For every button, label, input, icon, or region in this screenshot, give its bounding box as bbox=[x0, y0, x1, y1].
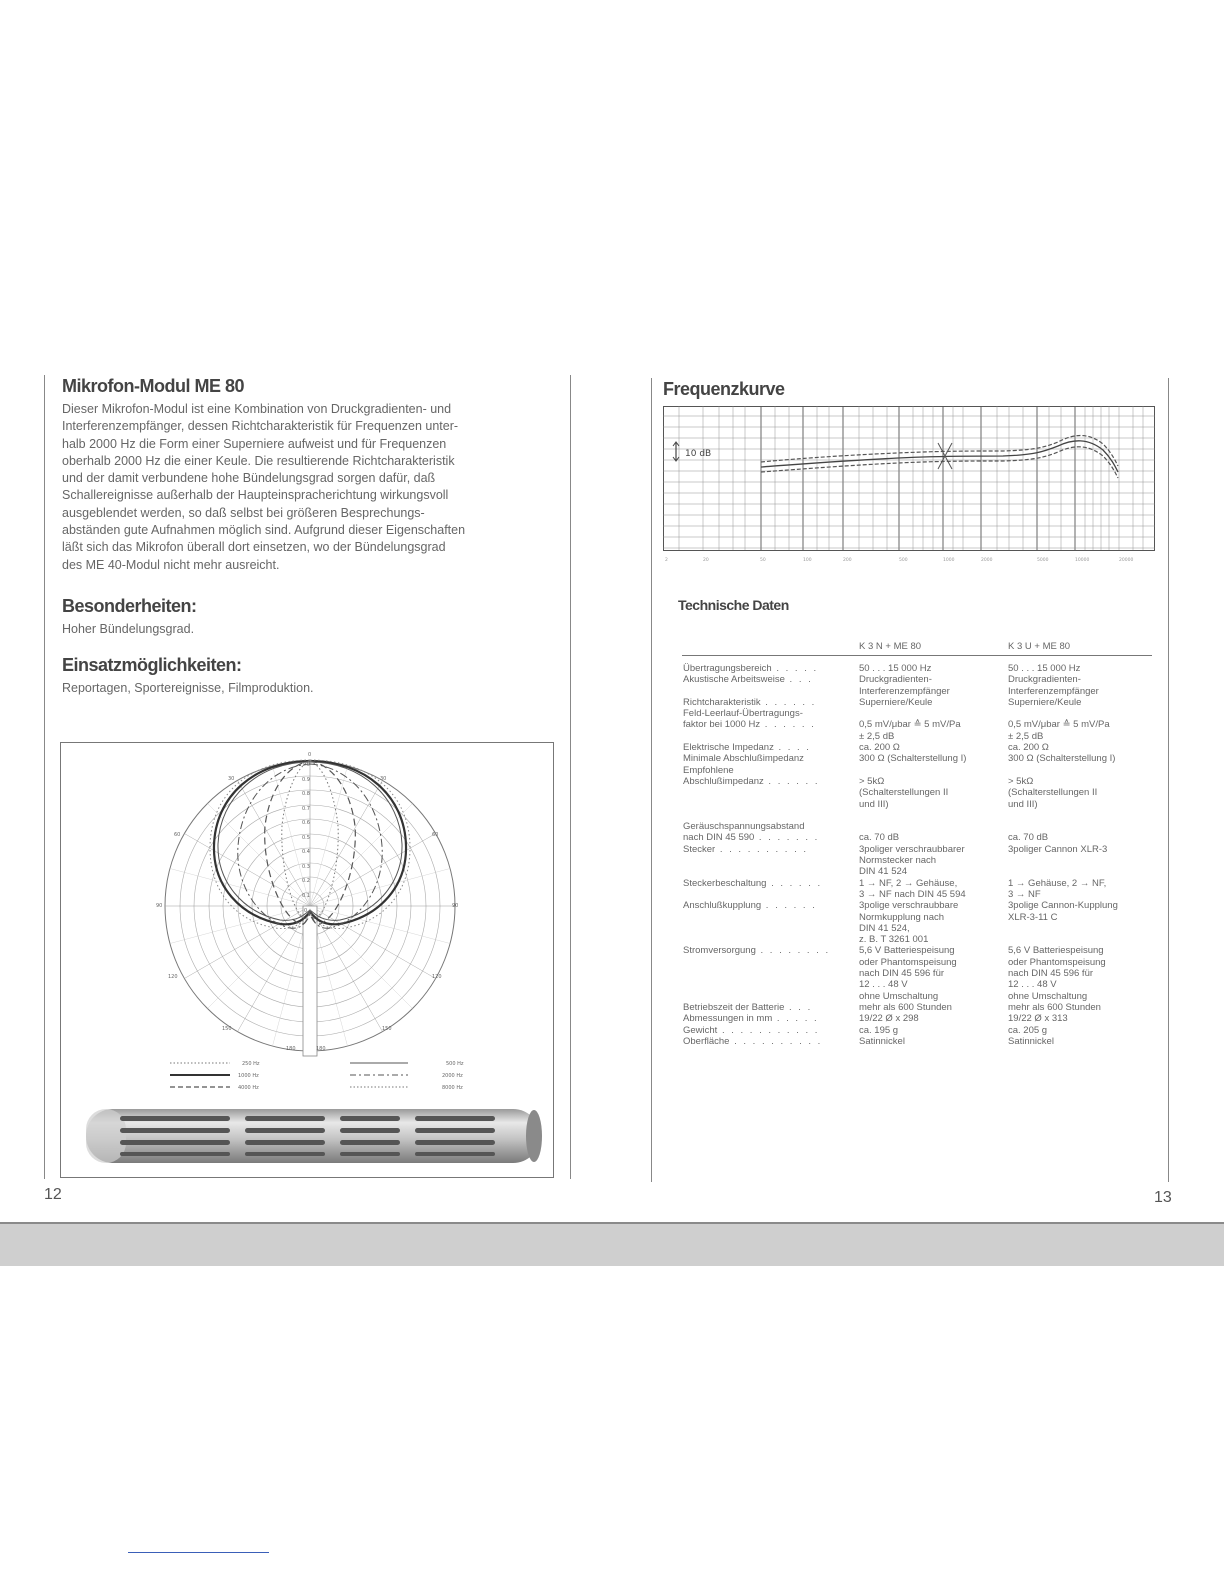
spec-value-k3u bbox=[1008, 934, 1158, 945]
spec-value-k3u: 300 Ω (Schalterstellung I) bbox=[1008, 753, 1116, 765]
freq-tick: 20000 bbox=[1119, 558, 1134, 563]
scale-indicator bbox=[673, 442, 711, 461]
uses-heading: Einsatzmöglichkeiten: bbox=[62, 655, 242, 675]
angle-label-150-right: 150 bbox=[382, 1026, 392, 1032]
spec-value-k3n: 50 . . . 15 000 Hz bbox=[859, 663, 932, 674]
spec-value-k3u: mehr als 600 Stunden bbox=[1008, 1001, 1101, 1013]
spec-value-k3n: 3 → NF nach DIN 45 594 bbox=[859, 888, 966, 900]
column-header-k3u: K 3 U + ME 80 bbox=[1008, 641, 1071, 652]
freq-tick: 2 bbox=[665, 558, 668, 563]
spec-row bbox=[683, 934, 1158, 945]
spec-label bbox=[683, 889, 859, 900]
spec-leader-dots: . . . bbox=[784, 674, 813, 686]
right-page-left-line bbox=[651, 378, 652, 1182]
spec-row bbox=[683, 844, 1158, 855]
intro-line: halb 2000 Hz die Form einer Superniere aufweist und für Frequenzen bbox=[62, 436, 447, 451]
spec-leader-dots: . . . . . . . . . . . bbox=[717, 1024, 820, 1036]
legend-500hz: 500 Hz bbox=[446, 1061, 464, 1067]
spec-row bbox=[683, 968, 1158, 979]
spec-value-k3n: 19/22 Ø x 298 bbox=[859, 1013, 919, 1025]
spec-value-k3n: Druckgradienten- bbox=[859, 674, 932, 686]
legend-2000hz: 2000 Hz bbox=[442, 1073, 463, 1079]
spec-label bbox=[683, 1025, 859, 1036]
intro-paragraph bbox=[62, 401, 562, 574]
spec-value-k3u bbox=[1008, 708, 1158, 719]
spec-value-k3n bbox=[859, 708, 1008, 719]
spec-value-k3n: 3poliger verschraubbarer bbox=[859, 843, 965, 855]
spec-label bbox=[683, 799, 859, 810]
spec-value-k3n: ± 2,5 dB bbox=[859, 730, 895, 742]
spec-leader-dots: . . . . . . bbox=[760, 696, 817, 708]
page-number-left: 12 bbox=[44, 1186, 62, 1203]
angle-label-120-right: 120 bbox=[432, 974, 442, 980]
freq-tick: 50 bbox=[760, 558, 766, 563]
spec-value-k3n: Superniere/Keule bbox=[859, 696, 933, 708]
spec-value-k3u: Satinnickel bbox=[1008, 1035, 1054, 1047]
spec-value-k3n: Normkupplung nach bbox=[859, 911, 945, 923]
chart-grid bbox=[663, 406, 1155, 551]
spec-value-k3u: > 5kΩ bbox=[1008, 775, 1034, 787]
spec-row bbox=[683, 1036, 1158, 1047]
spec-value-k3u: 0,5 mV/μbar ≙ 5 mV/Pa bbox=[1008, 719, 1110, 731]
angle-label-180-left: 180 bbox=[286, 1046, 296, 1052]
intro-line: und der damit verbundene hohe Bündelungsgrad sorgen dafür, daß bbox=[62, 471, 436, 486]
spec-label bbox=[683, 968, 859, 979]
spec-label bbox=[683, 765, 859, 776]
spec-value-k3n: 1 → NF, 2 → Gehäuse, bbox=[859, 877, 958, 889]
spec-row bbox=[683, 957, 1158, 968]
spec-label-text: Abschlußimpedanz bbox=[683, 775, 764, 787]
spec-value-k3u: 50 . . . 15 000 Hz bbox=[1008, 663, 1081, 674]
scale-label: 10 dB bbox=[685, 449, 712, 459]
spec-value-k3u: 3 → NF bbox=[1008, 888, 1041, 900]
spec-label bbox=[683, 787, 859, 798]
spec-label bbox=[683, 991, 859, 1002]
spec-row bbox=[683, 697, 1158, 708]
intro-line: oberhalb 2000 Hz die einer Keule. Die resultierende Richtcharakteristik bbox=[62, 453, 455, 468]
spec-label bbox=[683, 776, 859, 787]
spec-label-text: Geräuschspannungsabstand bbox=[683, 821, 805, 833]
freq-tick: 20 bbox=[703, 558, 709, 563]
spec-label bbox=[683, 923, 859, 934]
uses-text: Reportagen, Sportereignisse, Filmproduktion. bbox=[62, 681, 314, 695]
spec-row bbox=[683, 708, 1158, 719]
intro-line: abständen gute Aufnahmen möglich sind. Aufgrund dieser Eigenschaften bbox=[62, 523, 466, 538]
spec-row bbox=[683, 731, 1158, 742]
spec-label bbox=[683, 878, 859, 889]
freq-tick: 1000 bbox=[943, 558, 955, 563]
spec-label bbox=[683, 753, 859, 764]
spec-leader-dots: . . . . . . bbox=[763, 775, 820, 787]
spec-value-k3u: 12 . . . 48 V bbox=[1008, 979, 1057, 991]
spec-value-k3n: ca. 200 Ω bbox=[859, 742, 900, 754]
spec-label bbox=[683, 1036, 859, 1047]
angle-label-90-left: 90 bbox=[156, 903, 163, 909]
spec-leader-dots: . . . . . . bbox=[766, 877, 823, 889]
column-header-k3n: K 3 N + ME 80 bbox=[859, 641, 922, 652]
spec-row bbox=[683, 810, 1158, 821]
spec-label-text: Oberfläche bbox=[683, 1035, 730, 1047]
spec-row bbox=[683, 753, 1158, 764]
spec-value-k3u: Interferenzempfänger bbox=[1008, 685, 1099, 697]
spec-value-k3u: Druckgradienten- bbox=[1008, 674, 1081, 686]
radial-label: 0.5 bbox=[302, 835, 310, 841]
angle-label-0: 0 bbox=[308, 752, 312, 758]
spec-value-k3n: und III) bbox=[859, 798, 889, 810]
spec-value-k3n: oder Phantomspeisung bbox=[859, 956, 957, 968]
angle-label-150-left: 150 bbox=[222, 1026, 232, 1032]
spec-row bbox=[683, 832, 1158, 843]
spec-value-k3u: 1 → Gehäuse, 2 → NF, bbox=[1008, 877, 1107, 889]
spec-label bbox=[683, 663, 859, 674]
spec-row bbox=[683, 855, 1158, 866]
spec-row bbox=[683, 979, 1158, 990]
spec-value-k3n: 300 Ω (Schalterstellung I) bbox=[859, 753, 967, 765]
legend-1000hz: 1000 Hz bbox=[238, 1073, 259, 1079]
spec-value-k3u bbox=[1008, 810, 1158, 821]
spec-row bbox=[683, 1025, 1158, 1036]
spec-value-k3n: ca. 195 g bbox=[859, 1024, 899, 1036]
spec-value-k3u: ca. 70 dB bbox=[1008, 832, 1049, 844]
spec-row bbox=[683, 776, 1158, 787]
spec-value-k3u: ca. 205 g bbox=[1008, 1024, 1048, 1036]
intro-line: des ME 40-Modul nicht mehr ausreicht. bbox=[62, 557, 280, 572]
spec-value-k3u: oder Phantomspeisung bbox=[1008, 956, 1106, 968]
freq-tick: 200 bbox=[843, 558, 852, 563]
scan-band bbox=[0, 1224, 1224, 1266]
spec-row bbox=[683, 1002, 1158, 1013]
spec-value-k3u: ± 2,5 dB bbox=[1008, 730, 1044, 742]
spec-value-k3n: Interferenzempfänger bbox=[859, 685, 950, 697]
spec-value-k3u: Superniere/Keule bbox=[1008, 696, 1082, 708]
spec-row bbox=[683, 742, 1158, 753]
spec-value-k3u: (Schalterstellungen II bbox=[1008, 787, 1098, 799]
angle-label-60-left: 60 bbox=[174, 832, 181, 838]
radial-label: 0.3 bbox=[302, 864, 310, 870]
spec-row bbox=[683, 878, 1158, 889]
spec-label bbox=[683, 674, 859, 685]
spec-label-text: Stecker bbox=[683, 843, 716, 855]
intro-line: läßt sich das Mikrofon überall dort einsetzen, wo der Bündelungsgrad bbox=[62, 540, 446, 555]
intro-line: Interferenzempfänger, dessen Richtcharakteristik für Frequenzen unter- bbox=[62, 419, 459, 434]
spec-value-k3u: 3polige Cannon-Kupplung bbox=[1008, 900, 1118, 912]
spec-label bbox=[683, 810, 859, 821]
spec-row bbox=[683, 923, 1158, 934]
intro-line: Dieser Mikrofon-Modul ist eine Kombination von Druckgradienten- und bbox=[62, 402, 452, 416]
spec-leader-dots: . . . . . bbox=[772, 1013, 819, 1025]
spec-value-k3u bbox=[1008, 866, 1158, 877]
freq-tick: 5000 bbox=[1037, 558, 1049, 563]
spec-value-k3n: > 5kΩ bbox=[859, 775, 885, 787]
spec-row bbox=[683, 889, 1158, 900]
spec-row bbox=[683, 912, 1158, 923]
table-header-rule bbox=[682, 655, 1152, 656]
spec-label-text: nach DIN 45 590 bbox=[683, 832, 755, 844]
spec-label bbox=[683, 866, 859, 877]
bottom-underline bbox=[128, 1552, 269, 1553]
spec-label bbox=[683, 686, 859, 697]
spec-label bbox=[683, 900, 859, 911]
spec-value-k3n bbox=[859, 765, 1008, 776]
legend-8000hz: 8000 Hz bbox=[442, 1085, 463, 1091]
spec-value-k3u bbox=[1008, 821, 1158, 832]
radial-label: 0.1 bbox=[302, 893, 310, 899]
radial-label: 0.8 bbox=[302, 791, 310, 797]
spec-value-k3n: z. B. T 3261 001 bbox=[859, 934, 929, 946]
spec-leader-dots: . . . bbox=[784, 1001, 813, 1013]
spec-label bbox=[683, 731, 859, 742]
angle-label-30-right: 30 bbox=[380, 776, 387, 782]
spec-row bbox=[683, 719, 1158, 730]
spec-label bbox=[683, 979, 859, 990]
tech-data-heading: Technische Daten bbox=[678, 597, 789, 613]
spec-value-k3n: (Schalterstellungen II bbox=[859, 787, 949, 799]
spec-value-k3n: DIN 41 524, bbox=[859, 922, 910, 934]
radial-label: 0.6 bbox=[302, 820, 310, 826]
spec-value-k3n: Normstecker nach bbox=[859, 855, 937, 867]
frequency-curve-title: Frequenzkurve bbox=[663, 379, 785, 399]
spec-leader-dots: . . . . . . . . . . bbox=[715, 843, 809, 855]
spec-label bbox=[683, 697, 859, 708]
spec-value-k3u bbox=[1008, 765, 1158, 776]
spec-value-k3n: 0,5 mV/μbar ≙ 5 mV/Pa bbox=[859, 719, 961, 731]
spec-row bbox=[683, 945, 1158, 956]
spec-value-k3n: 12 . . . 48 V bbox=[859, 979, 908, 991]
angle-label-30-left: 30 bbox=[228, 776, 235, 782]
angle-label-120-left: 120 bbox=[168, 974, 178, 980]
spec-row bbox=[683, 674, 1158, 685]
spec-value-k3u: 3poliger Cannon XLR-3 bbox=[1008, 843, 1108, 855]
freq-tick: 10000 bbox=[1075, 558, 1090, 563]
spec-label bbox=[683, 719, 859, 730]
spec-row bbox=[683, 1013, 1158, 1024]
spec-label-text: Übertragungsbereich bbox=[683, 663, 772, 674]
spec-label-text: Steckerbeschaltung bbox=[683, 877, 767, 889]
radial-label: 0.4 bbox=[302, 849, 310, 855]
spec-label bbox=[683, 945, 859, 956]
spec-value-k3n bbox=[859, 821, 1008, 832]
spec-label bbox=[683, 844, 859, 855]
left-page-margin-line bbox=[44, 375, 45, 1179]
spec-value-k3u: 19/22 Ø x 313 bbox=[1008, 1013, 1068, 1025]
legend-4000hz: 4000 Hz bbox=[238, 1085, 259, 1091]
spec-label-text: Feld-Leerlauf-Übertragungs- bbox=[683, 708, 803, 720]
spec-leader-dots: . . . . . . . . bbox=[755, 945, 831, 957]
spec-leader-dots: . . . . . bbox=[771, 663, 819, 674]
spec-label-text: Abmessungen in mm bbox=[683, 1013, 773, 1025]
spec-label-text: Minimale Abschlußimpedanz bbox=[683, 753, 804, 765]
spec-row bbox=[683, 686, 1158, 697]
spec-label-text: Anschlußkupplung bbox=[683, 900, 762, 912]
spec-label-text: faktor bei 1000 Hz bbox=[683, 719, 761, 731]
radial-label: 0.7 bbox=[302, 806, 310, 812]
spec-label-text: Betriebszeit der Batterie bbox=[683, 1001, 785, 1013]
spec-row bbox=[683, 799, 1158, 810]
spec-label-text: Richtcharakteristik bbox=[683, 696, 761, 708]
spec-value-k3u: 5,6 V Batteriespeisung bbox=[1008, 945, 1104, 957]
spec-row bbox=[683, 787, 1158, 798]
angle-label-180-right: 180 bbox=[316, 1046, 326, 1052]
spec-label bbox=[683, 821, 859, 832]
freq-tick: 500 bbox=[899, 558, 908, 563]
spec-row bbox=[683, 991, 1158, 1002]
freq-tick: 100 bbox=[803, 558, 812, 563]
spec-label-text: Stromversorgung bbox=[683, 945, 756, 957]
left-page-right-line bbox=[570, 375, 571, 1179]
spec-row bbox=[683, 900, 1158, 911]
spec-row bbox=[683, 663, 1158, 674]
spec-value-k3n: nach DIN 45 596 für bbox=[859, 968, 945, 980]
frequency-tick-labels bbox=[665, 557, 1133, 563]
spec-label-text: Empfohlene bbox=[683, 764, 734, 776]
page-number-right: 13 bbox=[1154, 1189, 1172, 1206]
spec-row bbox=[683, 821, 1158, 832]
spec-row bbox=[683, 765, 1158, 776]
spec-value-k3u: ca. 200 Ω bbox=[1008, 742, 1049, 754]
spec-leader-dots: . . . . . . bbox=[760, 719, 816, 731]
spec-label-text: Akustische Arbeitsweise bbox=[683, 674, 785, 686]
radial-label: 0 bbox=[304, 908, 308, 914]
intro-line: ausgeblendet werden, so daß selbst bei größeren Besprechungs- bbox=[62, 505, 425, 520]
spec-value-k3u: ohne Umschaltung bbox=[1008, 990, 1088, 1002]
intro-line: Schallereignisse außerhalb der Haupteinspracherichtung wirkungsvoll bbox=[62, 488, 449, 503]
radial-label: 1.0 bbox=[302, 762, 310, 768]
right-page-right-line bbox=[1168, 378, 1169, 1182]
spec-leader-dots: . . . . . . . . . . bbox=[729, 1035, 823, 1047]
spec-value-k3n bbox=[859, 810, 1008, 821]
angle-label-60-right: 60 bbox=[432, 832, 439, 838]
spec-label bbox=[683, 934, 859, 945]
spec-value-k3u: und III) bbox=[1008, 798, 1038, 810]
radial-label: 0.9 bbox=[302, 777, 310, 783]
spec-value-k3n: mehr als 600 Stunden bbox=[859, 1001, 952, 1013]
spec-label bbox=[683, 708, 859, 719]
spec-value-k3n: ca. 70 dB bbox=[859, 832, 900, 844]
spec-label bbox=[683, 957, 859, 968]
spec-label-text: Gewicht bbox=[683, 1024, 718, 1036]
spec-leader-dots: . . . . . . . bbox=[754, 832, 820, 844]
features-heading: Besonderheiten: bbox=[62, 596, 197, 616]
spec-leader-dots: . . . . . . bbox=[761, 900, 817, 912]
freq-tick: 2000 bbox=[981, 558, 993, 563]
features-text: Hoher Bündelungsgrad. bbox=[62, 622, 195, 636]
spec-value-k3u: XLR-3-11 C bbox=[1008, 911, 1058, 923]
chart-curves bbox=[761, 436, 1118, 479]
spec-value-k3n: Satinnickel bbox=[859, 1035, 905, 1047]
spec-label bbox=[683, 832, 859, 843]
spec-label bbox=[683, 742, 859, 753]
spec-value-k3u bbox=[1008, 855, 1158, 866]
polar-diagram-figure bbox=[60, 742, 554, 1178]
frequency-response-chart bbox=[663, 406, 1161, 568]
module-title: Mikrofon-Modul ME 80 bbox=[62, 376, 244, 396]
spec-label bbox=[683, 1013, 859, 1024]
legend-250hz: 250 Hz bbox=[242, 1061, 260, 1067]
spec-value-k3n: 5,6 V Batteriespeisung bbox=[859, 945, 955, 957]
spec-leader-dots: . . . . bbox=[773, 742, 811, 754]
technical-data-table bbox=[683, 663, 1158, 1047]
spec-value-k3u: nach DIN 45 596 für bbox=[1008, 968, 1094, 980]
spec-label bbox=[683, 912, 859, 923]
spec-label-text: Elektrische Impedanz bbox=[683, 742, 774, 754]
angle-label-90-right: 90 bbox=[452, 903, 459, 909]
spec-value-k3u bbox=[1008, 923, 1158, 934]
radial-label: 0.2 bbox=[302, 878, 310, 884]
spec-label bbox=[683, 855, 859, 866]
spec-value-k3n: ohne Umschaltung bbox=[859, 990, 939, 1002]
spec-label bbox=[683, 1002, 859, 1013]
spec-value-k3n: DIN 41 524 bbox=[859, 866, 908, 878]
spec-value-k3n: 3polige verschraubbare bbox=[859, 900, 959, 912]
spec-row bbox=[683, 866, 1158, 877]
microphone-illustration bbox=[86, 1109, 542, 1163]
